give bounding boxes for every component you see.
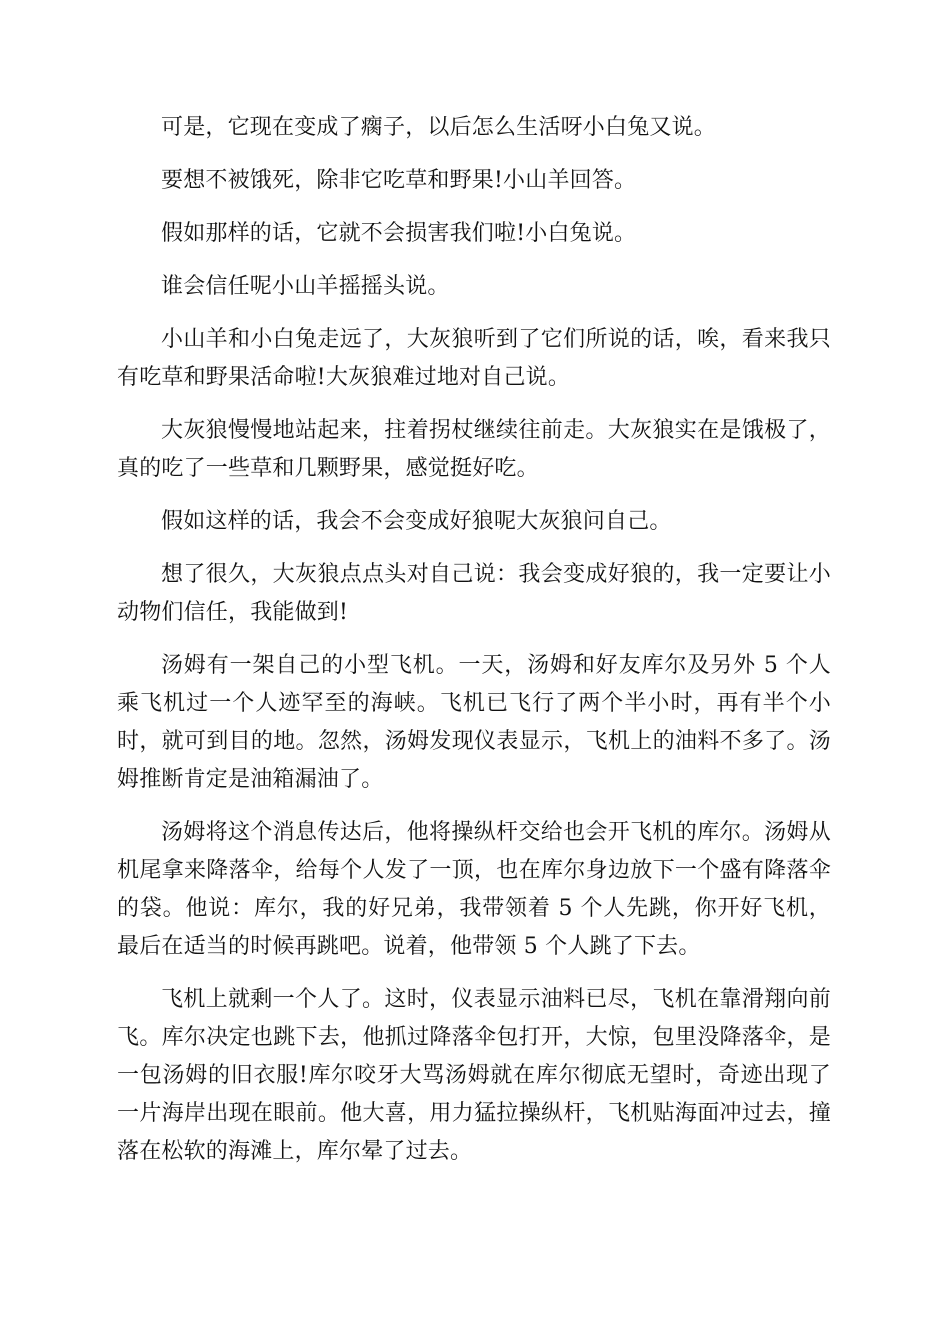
paragraph: 想了很久，大灰狼点点头对自己说：我会变成好狼的，我一定要让小动物们信任，我能做到! — [117, 562, 831, 625]
paragraph: 汤姆将这个消息传达后，他将操纵杆交给也会开飞机的库尔。汤姆从机尾拿来降落伞，给每个人发了一顶，也在库尔身边放下一个盛有降落伞的袋。他说：库尔，我的好兄弟，我带领着 5 个人先跳，你开好飞机，最后在适当的时候再跳吧。说着，他带领 5 个人跳了下去。 — [117, 820, 831, 959]
paragraph: 汤姆有一架自己的小型飞机。一天，汤姆和好友库尔及另外 5 个人乘飞机过一个人迹罕至的海峡。飞机已飞行了两个半小时，再有半个小时，就可到目的地。忽然，汤姆发现仪表显示，飞机上的油料不多了。汤姆推断肯定是油箱漏油了。 — [117, 653, 831, 792]
paragraph: 假如这样的话，我会不会变成好狼呢大灰狼问自己。 — [161, 509, 672, 534]
paragraph: 要想不被饿死，除非它吃草和野果!小山羊回答。 — [161, 168, 637, 193]
paragraph: 大灰狼慢慢地站起来，拄着拐杖继续往前走。大灰狼实在是饿极了，真的吃了一些草和几颗野果，感觉挺好吃。 — [117, 418, 831, 481]
paragraph: 假如那样的话，它就不会损害我们啦!小白兔说。 — [161, 221, 637, 246]
paragraph: 飞机上就剩一个人了。这时，仪表显示油料已尽，飞机在靠滑翔向前飞。库尔决定也跳下去，他抓过降落伞包打开，大惊，包里没降落伞，是一包汤姆的旧衣服!库尔咬牙大骂汤姆就在库尔彻底无望时，奇迹出现了一片海岸出现在眼前。他大喜，用力猛拉操纵杆，飞机贴海面冲过去，撞落在松软的海滩上，库尔晕了过去。 — [117, 987, 831, 1164]
paragraph: 可是，它现在变成了瘸子，以后怎么生活呀小白兔又说。 — [161, 115, 717, 140]
paragraph: 小山羊和小白兔走远了，大灰狼听到了它们所说的话，唉，看来我只有吃草和野果活命啦!大灰狼难过地对自己说。 — [117, 327, 831, 390]
document-body — [117, 109, 831, 1186]
paragraph: 谁会信任呢小山羊摇摇头说。 — [161, 274, 450, 299]
